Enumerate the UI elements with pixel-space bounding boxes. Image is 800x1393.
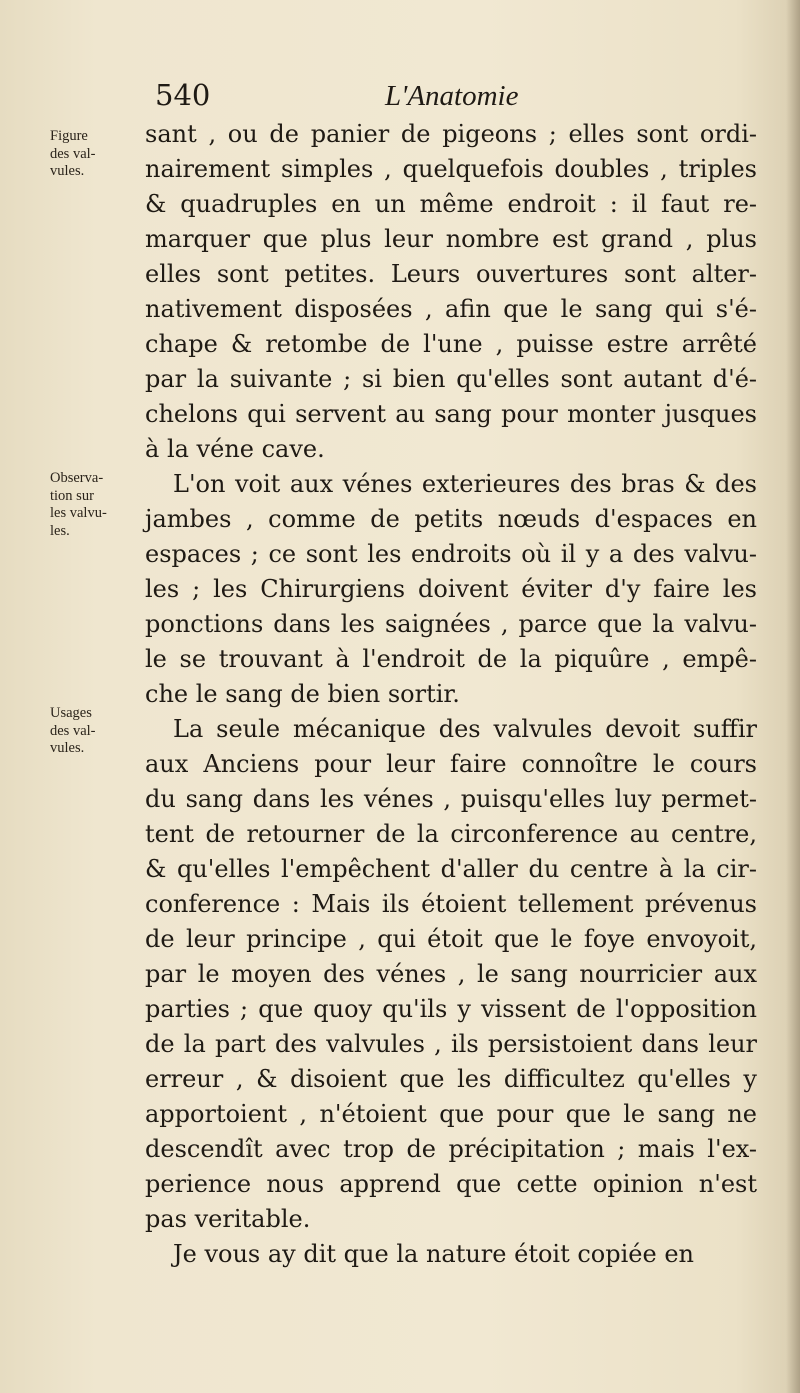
text-line: descendît avec trop de précipitation ; mais l'ex-: [145, 1135, 757, 1163]
margin-note-figure: [50, 128, 142, 181]
text-line: par le moyen des vénes , le sang nourricier aux: [145, 960, 757, 988]
text-line: du sang dans les vénes , puisqu'elles luy permet-: [145, 785, 757, 813]
text-line: & quadruples en un même endroit : il faut re-: [145, 190, 757, 218]
margin-note-usages: [50, 705, 142, 758]
text-line: apportoient , n'étoient que pour que le sang ne: [145, 1100, 757, 1128]
text-line: ponctions dans les saignées , parce que la valvu-: [145, 610, 757, 638]
text-line: les ; les Chirurgiens doivent éviter d'y faire les: [145, 575, 757, 603]
margin-note-line: vules.: [50, 163, 85, 179]
text-line: par la suivante ; si bien qu'elles sont autant d'é-: [145, 365, 757, 393]
text-line: de leur principe , qui étoit que le foye envoyoit,: [145, 925, 757, 953]
text-line: L'on voit aux vénes exterieures des bras & des: [173, 470, 757, 498]
margin-note-line: Usages: [50, 705, 92, 721]
margin-note-line: Observa-: [50, 470, 104, 486]
margin-note-line: des val-: [50, 145, 96, 162]
text-line: marquer que plus leur nombre est grand , plus: [145, 225, 757, 253]
text-line: sant , ou de panier de pigeons ; elles sont ordi-: [145, 120, 757, 148]
page-header: [0, 78, 800, 118]
text-line: che le sang de bien sortir.: [145, 680, 460, 708]
page-edge-shadow: [786, 0, 800, 1393]
text-line: à la véne cave.: [145, 435, 325, 463]
text-line: le se trouvant à l'endroit de la piquûre , empê-: [145, 645, 757, 673]
text-line: Je vous ay dit que la nature étoit copiée en: [173, 1240, 694, 1268]
running-title: L'Anatomie: [385, 80, 519, 112]
text-line: elles sont petites. Leurs ouvertures sont alter-: [145, 260, 757, 288]
text-line: nativement disposées , afin que le sang qui s'é-: [145, 295, 757, 323]
page-number: 540: [155, 78, 211, 112]
margin-note-line: vules.: [50, 740, 85, 756]
margin-note-line: des val-: [50, 722, 96, 739]
text-line: chape & retombe de l'une , puisse estre arrêté: [145, 330, 757, 358]
text-line: aux Anciens pour leur faire connoître le cours: [145, 750, 757, 778]
text-line: erreur , & disoient que les difficultez qu'elles y: [145, 1065, 757, 1093]
text-line: conference : Mais ils étoient tellement prévenus: [145, 890, 757, 918]
margin-note-line: les.: [50, 522, 70, 539]
text-line: nairement simples , quelquefois doubles , triples: [145, 155, 757, 183]
margin-note-line: Figure: [50, 128, 88, 144]
text-line: jambes , comme de petits nœuds d'espaces en: [145, 505, 757, 533]
text-line: chelons qui servent au sang pour monter jusques: [145, 400, 757, 428]
text-line: espaces ; ce sont les endroits où il y a des valvu-: [145, 540, 757, 568]
text-line: pas veritable.: [145, 1205, 311, 1233]
margin-note-observation: [50, 470, 142, 540]
text-line: La seule mécanique des valvules devoit suffir: [173, 715, 757, 743]
margin-note-line: tion sur: [50, 487, 94, 504]
body-text: [145, 117, 757, 1272]
text-line: & qu'elles l'empêchent d'aller du centre à la cir-: [145, 855, 757, 883]
text-line: de la part des valvules , ils persistoient dans leur: [145, 1030, 757, 1058]
text-line: parties ; que quoy qu'ils y vissent de l'opposition: [145, 995, 757, 1023]
text-line: perience nous apprend que cette opinion n'est: [145, 1170, 757, 1198]
margin-note-line: les valvu-: [50, 505, 107, 521]
text-line: tent de retourner de la circonference au centre,: [145, 820, 757, 848]
